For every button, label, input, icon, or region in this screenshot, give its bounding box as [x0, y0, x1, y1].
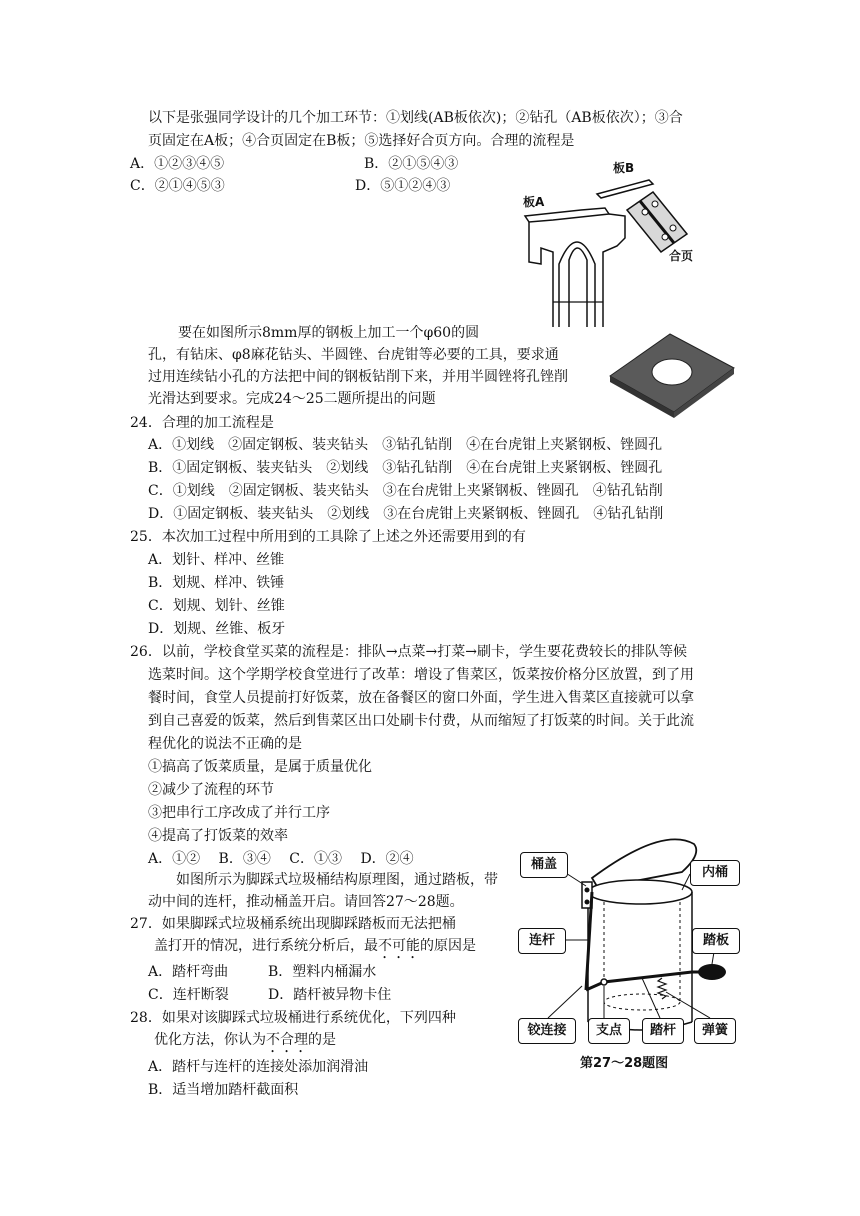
q26-options: A．①② B．③④ C．①③ D．②④: [148, 851, 414, 867]
q25-option-c: C．划规、划针、丝锥: [148, 598, 285, 614]
q25-stem: 25．本次加工过程中所用到的工具除了上述之外还需要用到的有: [130, 529, 526, 545]
q28-line2-post: 的是: [308, 1032, 336, 1048]
q28-emphasis: 不合理: [266, 1032, 308, 1048]
board-b-label: 板B: [613, 161, 635, 175]
bin-hinge-label: 铰连接: [518, 1018, 576, 1044]
bin-figure-caption: 第27～28题图: [580, 1056, 669, 1071]
q26-item2: ②减少了流程的环节: [148, 782, 274, 798]
q23-option-b: B．②①⑤④③: [364, 156, 459, 172]
q27-line2-post: 的原因是: [420, 938, 476, 954]
q26-line3: 餐时间，食堂人员提前打好饭菜，放在备餐区的窗口外面，学生进入售菜区直接就可以拿: [148, 690, 694, 706]
q25-option-b: B．划规、样冲、铁锤: [148, 575, 285, 591]
q26-item1: ①搞高了饭菜质量，是属于质量优化: [148, 759, 372, 775]
bin-fulcrum-label: 支点: [588, 1018, 630, 1044]
q26-item4: ④提高了打饭菜的效率: [148, 828, 288, 844]
q24-option-d: D．①固定钢板、装夹钻头 ②划线 ③在台虎钳上夹紧钢板、锉圆孔 ④钻孔钻削: [148, 506, 664, 522]
intro-27-28-line2: 动中间的连杆，推动桶盖开启。请回答27～28题。: [148, 894, 464, 910]
q28-line2: [154, 1030, 336, 1056]
intro-24-25-line4: 光滑达到要求。完成24～25二题所提出的问题: [148, 391, 436, 407]
intro-24-25-line3: 过用连续钻小孔的方法把中间的钢板钻削下来，并用半圆锉将孔锉削: [148, 369, 568, 385]
q24-option-a: A．①划线 ②固定钢板、装夹钻头 ③钻孔钻削 ④在台虎钳上夹紧钢板、锉圆孔: [148, 437, 663, 453]
bin-inner-label: 内桶: [690, 860, 740, 886]
board-a-label: 板A: [523, 195, 545, 209]
q27-option-b: B．塑料内桶漏水: [268, 964, 377, 980]
bin-pedal-label: 踏板: [692, 928, 740, 954]
steel-plate-figure: [608, 330, 738, 420]
q25-option-d: D．划规、丝锥、板牙: [148, 621, 286, 637]
q26-line2: 选菜时间。这个学期学校食堂进行了改革：增设了售菜区，饭菜按价格分区放置，到了用: [148, 667, 694, 683]
q25-option-a: A．划针、样冲、丝锥: [148, 552, 285, 568]
bin-spring-label: 弹簧: [694, 1018, 736, 1044]
intro-27-28-line1: 如图所示为脚踩式垃圾桶结构原理图，通过踏板，带: [176, 872, 498, 888]
hinge-board-figure: [515, 152, 715, 332]
q27-line1: 27．如果脚踩式垃圾桶系统出现脚踩踏板而无法把桶: [130, 916, 456, 932]
q23-option-c: C．②①④⑤③: [130, 178, 225, 194]
q26-line4: 到自己喜爱的饭菜，然后到售菜区出口处刷卡付费，从而缩短了打饭菜的时间。关于此流: [148, 713, 694, 729]
q28-option-a: A．踏杆与连杆的连接处添加润滑油: [148, 1059, 369, 1075]
q26-line5: 程优化的说法不正确的是: [148, 736, 302, 752]
bin-lever-label: 踏杆: [642, 1018, 684, 1044]
intro-24-25-line1: 要在如图所示8mm厚的钢板上加工一个φ60的圆: [178, 325, 480, 341]
q27-option-a: A．踏杆弯曲: [148, 964, 229, 980]
q24-option-b: B．①固定钢板、装夹钻头 ②划线 ③钻孔钻削 ④在台虎钳上夹紧钢板、锉圆孔: [148, 460, 663, 476]
hinge-icon: [627, 192, 687, 252]
q28-line1: 28．如果对该脚踩式垃圾桶进行系统优化，下列四种: [130, 1010, 456, 1026]
q23-option-d: D．⑤①②④③: [355, 178, 451, 194]
q23-option-a: A．①②③④⑤: [130, 156, 225, 172]
q27-emphasis: 不可能: [378, 938, 420, 954]
q24-option-c: C．①划线 ②固定钢板、装夹钻头 ③在台虎钳上夹紧钢板、锉圆孔 ④钻孔钻削: [148, 483, 663, 499]
q26-item3: ③把串行工序改成了并行工序: [148, 805, 330, 821]
q27-line2: [154, 936, 476, 962]
q26-line1: 26．以前，学校食堂买菜的流程是：排队→点菜→打菜→刷卡，学生要花费较长的排队等候: [130, 644, 688, 660]
bin-rod-label: 连杆: [518, 928, 566, 954]
q24-stem: 24．合理的加工流程是: [130, 415, 274, 431]
hinge-label: 合页: [669, 249, 694, 263]
q27-option-d: D．踏杆被异物卡住: [268, 987, 392, 1003]
q23-stem-line1: 以下是张强同学设计的几个加工环节：①划线(AB板依次)；②钻孔（AB板依次）；③合: [148, 110, 683, 126]
q28-option-b: B．适当增加踏杆截面积: [148, 1082, 299, 1098]
q27-option-c: C．连杆断裂: [148, 987, 229, 1003]
intro-24-25-line2: 孔，有钻床、φ8麻花钻头、半圆锉、台虎钳等必要的工具，要求通: [148, 347, 559, 363]
q23-stem-line2: 页固定在A板；④合页固定在B板；⑤选择好合页方向。合理的流程是: [148, 133, 575, 149]
q28-line2-pre: 优化方法，你认为: [154, 1032, 266, 1048]
q27-line2-pre: 盖打开的情况，进行系统分析后，最: [154, 938, 378, 954]
bin-lid-label: 桶盖: [520, 852, 568, 878]
